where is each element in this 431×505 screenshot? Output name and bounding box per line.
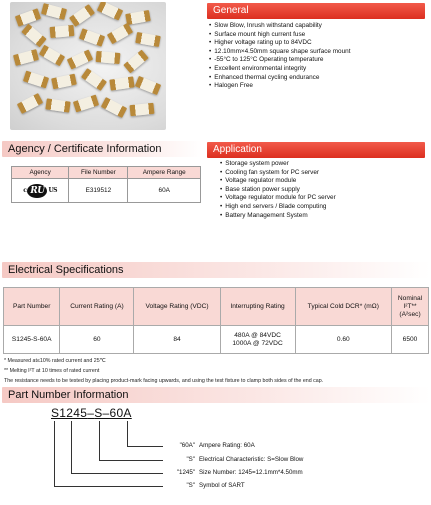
note-dcr: * Measured at≤10% rated current and 25℃ (4, 358, 106, 364)
application-header: Application (207, 142, 425, 158)
cell-current: 60 (60, 326, 134, 354)
application-item: • Voltage regulator module for PC server (220, 194, 336, 203)
connector-line (71, 421, 72, 473)
note-resistance: The resistance needs to be tested by placing product-mark facing upwards, and using the test fixture to clamp both sides of the end cap. (4, 378, 324, 384)
ul-logo: c RU US (12, 179, 69, 203)
pn-row-desc: Electrical Characteristic: S=Slow Blow (199, 456, 304, 463)
connector-line (54, 421, 55, 486)
part-number-code (51, 406, 132, 420)
general-header: General (207, 3, 425, 19)
cell-interrupting (220, 326, 295, 354)
part-info-header: Part Number Information (2, 387, 430, 403)
pn-row-desc: Symbol of SART (199, 482, 245, 489)
electrical-table (3, 287, 429, 354)
electrical-header: Electrical Specifications (2, 262, 430, 278)
application-item: • Base station power supply (220, 186, 336, 195)
pn-series: S1245 (51, 406, 88, 420)
general-item: • Excellent environmental integrity (209, 65, 350, 74)
general-list (209, 22, 350, 91)
pn-row-characteristic (165, 456, 303, 463)
connector-line (71, 473, 163, 474)
connector-line (99, 421, 100, 460)
interrupting-line: 480A @ 84VDC (234, 331, 281, 339)
cell-voltage: 84 (134, 326, 220, 354)
general-item: • 12.10mm×4.50mm square shape surface mount (209, 48, 350, 57)
general-item: • Slow Blow, Inrush withstand capability (209, 22, 350, 31)
application-item: • High end servers / Blade computing (220, 203, 336, 212)
pn-separator: – (87, 406, 95, 420)
connector-line (127, 421, 128, 446)
pn-row-symbol (165, 482, 245, 489)
pn-rating: 60A (109, 406, 132, 420)
col-interrupting-rating: Interrupting Rating (220, 288, 295, 326)
pn-row-desc: Size Number: 1245=12.1mm*4.50mm (199, 469, 303, 476)
pn-char: S (94, 406, 103, 420)
pn-row-desc: Ampere Rating: 60A (199, 442, 255, 449)
pn-row-key: "S" (186, 456, 195, 463)
file-number: E319512 (69, 179, 128, 203)
col-voltage-rating: Voltage Rating (VDC) (134, 288, 220, 326)
application-item: • Battery Management System (220, 212, 336, 221)
general-item: • Halogen Free (209, 82, 350, 91)
application-item: • Cooling fan system for PC server (220, 169, 336, 178)
connector-line (54, 486, 163, 487)
pn-separator: – (102, 406, 110, 420)
pn-row-size (165, 469, 303, 476)
pn-row-key: "1245" (176, 469, 195, 476)
col-i2t (392, 288, 429, 326)
col-dcr: Typical Cold DCR* (mΩ) (295, 288, 391, 326)
i2t-header-line: I²T** (403, 302, 417, 310)
interrupting-line: 1000A @ 72VDC (232, 339, 283, 347)
application-list (220, 160, 336, 220)
general-item: • Higher voltage rating up to 84VDC (209, 39, 350, 48)
application-item: • Voltage regulator module (220, 177, 336, 186)
product-photo (10, 2, 166, 130)
i2t-header-line: Nominal (397, 294, 423, 302)
note-i2t: ** Melting I²T at 10 times of rated current (4, 368, 100, 374)
connector-line (127, 446, 163, 447)
i2t-header-line: (A²sec) (399, 310, 421, 318)
application-item: • Storage system power (220, 160, 336, 169)
col-current-rating: Current Rating (A) (60, 288, 134, 326)
cell-dcr: 0.60 (295, 326, 391, 354)
cell-part-number: S1245-S-60A (4, 326, 60, 354)
pn-row-key: "60A" (179, 442, 195, 449)
agency-table (11, 166, 201, 203)
agency-col-header: Agency (12, 167, 69, 179)
table-row (4, 326, 429, 354)
general-item: • -55°C to 125°C Operating temperature (209, 56, 350, 65)
connector-line (99, 460, 163, 461)
general-item: • Surface mount high current fuse (209, 31, 350, 40)
agency-header: Agency / Certificate Information (2, 141, 202, 157)
ampere-range: 60A (128, 179, 201, 203)
agency-col-header: File Number (69, 167, 128, 179)
pn-row-rating (165, 442, 255, 449)
cell-i2t: 6500 (392, 326, 429, 354)
agency-col-header: Ampere Range (128, 167, 201, 179)
col-part-number: Part Number (4, 288, 60, 326)
pn-row-key: "S" (186, 482, 195, 489)
general-item: • Enhanced thermal cycling endurance (209, 74, 350, 83)
